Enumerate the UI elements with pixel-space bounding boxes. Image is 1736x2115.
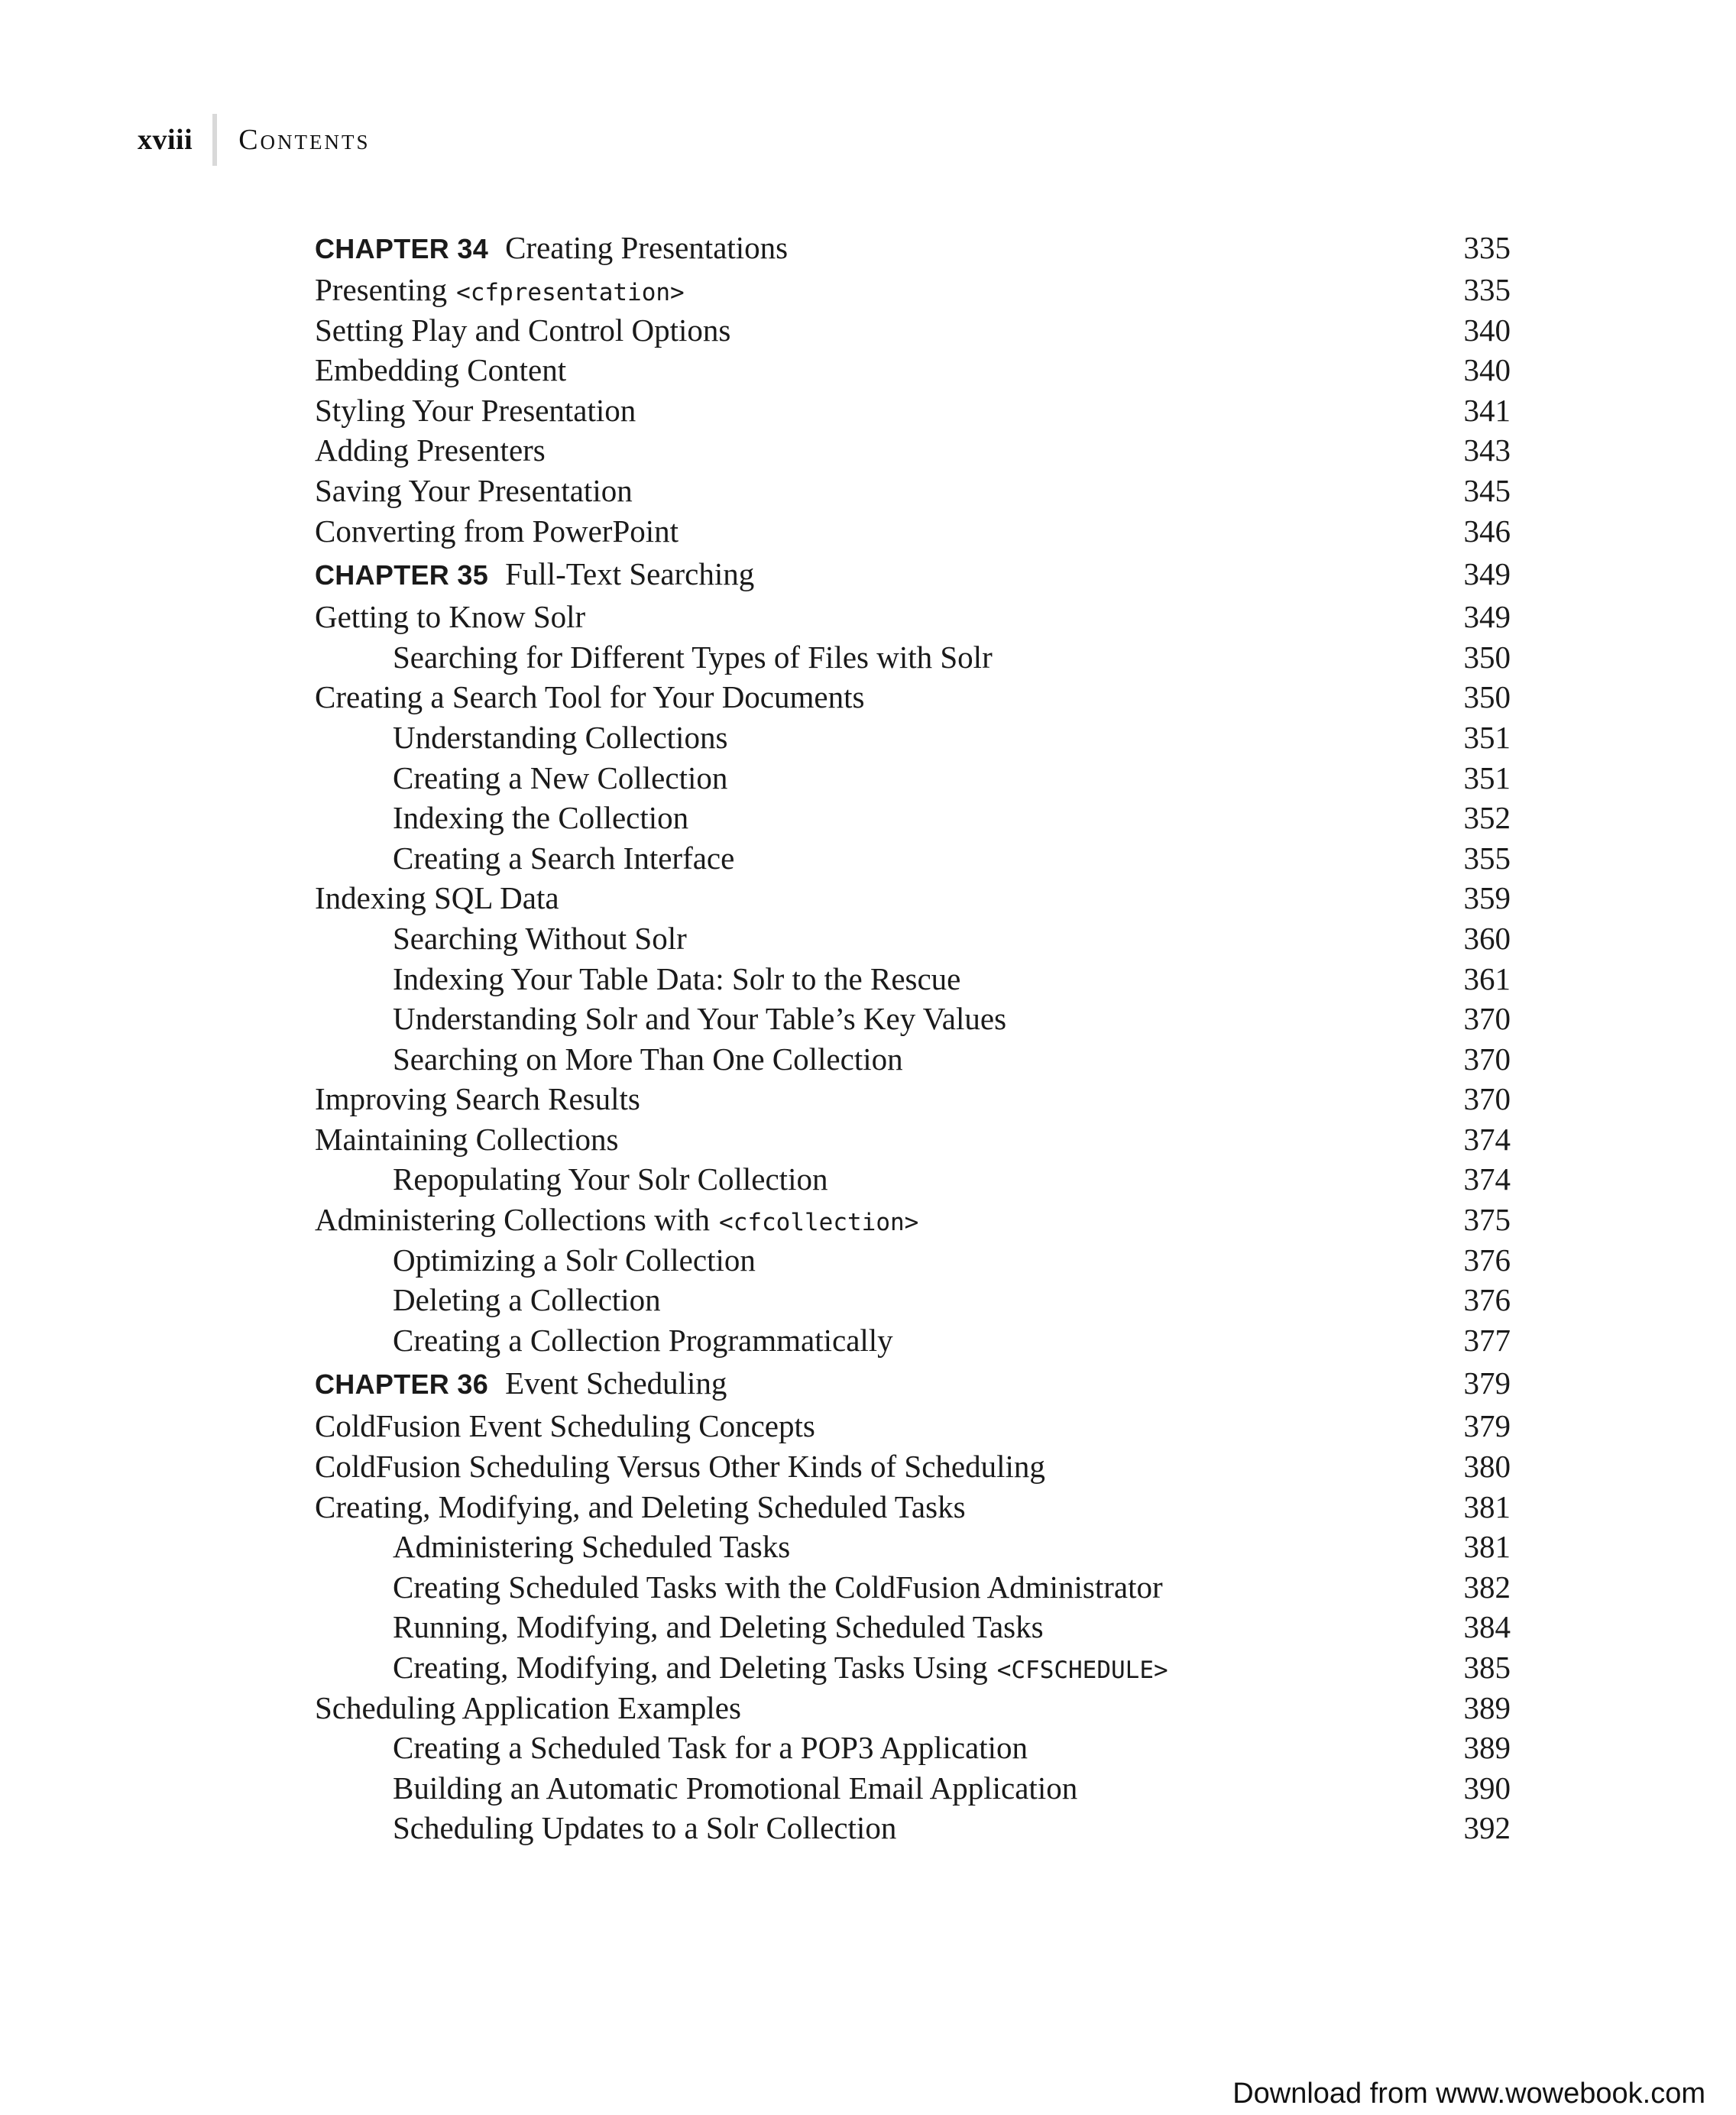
table-of-contents (315, 225, 1511, 1848)
toc-chapter-row (315, 225, 1511, 270)
entry-text: Improving Search Results (315, 1081, 640, 1117)
toc-entry-title (315, 597, 585, 637)
page-number: 392 (1463, 1810, 1511, 1846)
toc-subsection-row (315, 1607, 1511, 1647)
toc-entry-title (315, 471, 633, 511)
page-number: 340 (1463, 312, 1511, 348)
page-number: 374 (1463, 1161, 1511, 1197)
toc-subsection-row (315, 959, 1511, 999)
toc-entry-title (315, 838, 734, 879)
page-number: 389 (1463, 1730, 1511, 1766)
toc-entry-title (315, 390, 636, 431)
entry-text: Scheduling Updates to a Solr Collection (393, 1810, 897, 1846)
toc-entry-title (315, 1039, 903, 1080)
entry-text: Building an Automatic Promotional Email Application (393, 1770, 1078, 1806)
page-number: 351 (1463, 760, 1511, 795)
toc-entry-title (315, 798, 688, 838)
toc-entry-title (315, 310, 730, 351)
page-number: 335 (1463, 230, 1511, 265)
entry-text: Creating, Modifying, and Deleting Tasks Using (393, 1650, 988, 1685)
toc-subsection-row (315, 1320, 1511, 1361)
section-title: Contents (238, 124, 371, 156)
code-tag: <cfcollection> (719, 1209, 919, 1237)
toc-entry-title (315, 758, 727, 798)
page-number: 382 (1463, 1569, 1511, 1605)
toc-subsection-row (315, 717, 1511, 758)
page-number: 381 (1463, 1488, 1511, 1524)
toc-section-row (315, 270, 1511, 310)
entry-text: Creating Scheduled Tasks with the ColdFusion Administrator (393, 1569, 1163, 1605)
page-number: 384 (1463, 1609, 1511, 1645)
toc-section-row (315, 310, 1511, 351)
toc-entry-title (315, 878, 559, 918)
page-number: 381 (1463, 1529, 1511, 1565)
entry-text: Administering Scheduled Tasks (393, 1529, 791, 1565)
toc-entry-title (315, 1079, 640, 1119)
toc-section-row (315, 1200, 1511, 1240)
toc-subsection-row (315, 1240, 1511, 1281)
entry-text: Optimizing a Solr Collection (393, 1242, 756, 1278)
toc-entry-title (315, 1728, 1028, 1768)
toc-entry-title (315, 270, 685, 313)
toc-section-row (315, 511, 1511, 552)
toc-subsection-row (315, 918, 1511, 959)
toc-section-row (315, 350, 1511, 390)
toc-subsection-row (315, 1159, 1511, 1200)
page-number: 351 (1463, 719, 1511, 755)
toc-subsection-row (315, 1280, 1511, 1320)
toc-section-row (315, 1406, 1511, 1446)
entry-text: Saving Your Presentation (315, 472, 633, 508)
toc-subsection-row (315, 798, 1511, 838)
toc-entry-title (315, 637, 993, 678)
entry-text: Embedding Content (315, 352, 567, 388)
entry-text: Creating a New Collection (393, 760, 728, 795)
toc-entry-title (315, 1119, 618, 1160)
entry-text: Deleting a Collection (393, 1282, 661, 1318)
page-number: 379 (1463, 1408, 1511, 1444)
chapter-label: CHAPTER 35 (315, 559, 489, 591)
toc-entry-title (315, 430, 546, 471)
toc-entry-title (315, 918, 687, 959)
entry-text: Indexing the Collection (393, 800, 689, 836)
toc-entry-title (315, 1808, 896, 1848)
page-number: 377 (1463, 1322, 1511, 1358)
toc-chapter-row (315, 551, 1511, 597)
toc-entry-title (315, 1567, 1163, 1608)
page-number: 349 (1463, 599, 1511, 635)
toc-subsection-row (315, 1647, 1511, 1688)
entry-text: Maintaining Collections (315, 1121, 619, 1157)
toc-entry-title (315, 1487, 966, 1527)
toc-subsection-row (315, 1768, 1511, 1809)
entry-text: Adding Presenters (315, 432, 546, 468)
entry-text: Understanding Collections (393, 719, 728, 755)
header-divider (212, 114, 217, 166)
page-number: 360 (1463, 920, 1511, 956)
page-number: 370 (1463, 1001, 1511, 1037)
toc-entry-title (315, 717, 727, 758)
toc-chapter-row (315, 1360, 1511, 1406)
entry-text: Running, Modifying, and Deleting Scheduled Tasks (393, 1609, 1044, 1645)
toc-section-row (315, 471, 1511, 511)
page-number: 370 (1463, 1041, 1511, 1077)
toc-entry-title (315, 1320, 893, 1361)
toc-entry-title (315, 551, 754, 598)
entry-text: Getting to Know Solr (315, 599, 586, 635)
page-number: 352 (1463, 800, 1511, 836)
toc-section-row (315, 390, 1511, 431)
toc-entry-title (315, 677, 864, 717)
page-number: 343 (1463, 432, 1511, 468)
toc-entry-title (315, 1688, 741, 1728)
page-number: 375 (1463, 1202, 1511, 1238)
page-number: 355 (1463, 840, 1511, 876)
toc-section-row (315, 1079, 1511, 1119)
toc-entry-title (315, 1607, 1044, 1647)
page-number: 379 (1463, 1365, 1511, 1401)
page-number: 361 (1463, 960, 1511, 996)
page-number: 374 (1463, 1121, 1511, 1157)
entry-text: ColdFusion Scheduling Versus Other Kinds of Scheduling (315, 1449, 1045, 1485)
page-number: 350 (1463, 679, 1511, 715)
entry-text: Indexing SQL Data (315, 880, 559, 916)
entry-text: Creating a Collection Programmatically (393, 1322, 893, 1358)
running-head (138, 113, 371, 167)
toc-entry-title (315, 1360, 727, 1407)
entry-text: Searching on More Than One Collection (393, 1041, 903, 1077)
page-number: 350 (1463, 639, 1511, 675)
page-number: 359 (1463, 880, 1511, 916)
page-number: 376 (1463, 1282, 1511, 1318)
entry-text: Event Scheduling (505, 1365, 727, 1401)
toc-subsection-row (315, 1527, 1511, 1567)
entry-text: Understanding Solr and Your Table’s Key Values (393, 1001, 1007, 1037)
page-number: 340 (1463, 352, 1511, 388)
toc-entry-title (315, 1527, 790, 1567)
toc-subsection-row (315, 1567, 1511, 1608)
download-note: Download from www.wowebook.com (1232, 2078, 1705, 2110)
entry-text: Creating a Search Tool for Your Documents (315, 679, 865, 715)
page-number: 346 (1463, 513, 1511, 549)
toc-section-row (315, 1688, 1511, 1728)
toc-subsection-row (315, 637, 1511, 678)
entry-text: Presenting (315, 272, 448, 307)
toc-section-row (315, 1446, 1511, 1487)
toc-entry-title (315, 1159, 828, 1200)
entry-text: ColdFusion Event Scheduling Concepts (315, 1408, 815, 1444)
toc-section-row (315, 430, 1511, 471)
entry-text: Full-Text Searching (505, 556, 755, 592)
page-number: 335 (1463, 272, 1511, 307)
page-number: 376 (1463, 1242, 1511, 1278)
entry-text: Scheduling Application Examples (315, 1689, 741, 1725)
toc-section-row (315, 878, 1511, 918)
toc-section-row (315, 597, 1511, 637)
entry-text: Creating a Search Interface (393, 840, 735, 876)
toc-subsection-row (315, 999, 1511, 1039)
entry-text: Repopulating Your Solr Collection (393, 1161, 828, 1197)
page-number: 389 (1463, 1689, 1511, 1725)
entry-text: Administering Collections with (315, 1202, 711, 1238)
entry-text: Styling Your Presentation (315, 392, 636, 428)
page-folio: xviii (138, 124, 193, 156)
toc-subsection-row (315, 1728, 1511, 1768)
page-number: 349 (1463, 556, 1511, 592)
entry-text: Creating Presentations (505, 230, 789, 265)
toc-entry-title (315, 225, 788, 271)
toc-entry-title (315, 1280, 661, 1320)
page-number: 385 (1463, 1650, 1511, 1685)
entry-text: Creating a Scheduled Task for a POP3 Application (393, 1730, 1028, 1766)
toc-section-row (315, 1487, 1511, 1527)
entry-text: Searching for Different Types of Files with Solr (393, 639, 993, 675)
entry-text: Indexing Your Table Data: Solr to the Rescue (393, 960, 961, 996)
toc-entry-title (315, 1446, 1045, 1487)
entry-text: Setting Play and Control Options (315, 312, 731, 348)
page-number: 341 (1463, 392, 1511, 428)
toc-subsection-row (315, 838, 1511, 879)
toc-subsection-row (315, 1808, 1511, 1848)
toc-section-row (315, 1119, 1511, 1160)
toc-entry-title (315, 1200, 918, 1243)
toc-subsection-row (315, 758, 1511, 798)
toc-entry-title (315, 1647, 1168, 1691)
toc-entry-title (315, 959, 960, 999)
chapter-label: CHAPTER 36 (315, 1368, 489, 1401)
toc-entry-title (315, 1240, 756, 1281)
code-tag: <cfpresentation> (456, 279, 685, 306)
toc-subsection-row (315, 1039, 1511, 1080)
entry-text: Creating, Modifying, and Deleting Scheduled Tasks (315, 1488, 966, 1524)
toc-entry-title (315, 511, 679, 552)
page-number: 345 (1463, 472, 1511, 508)
page-number: 370 (1463, 1081, 1511, 1117)
entry-text: Converting from PowerPoint (315, 513, 679, 549)
page-number: 390 (1463, 1770, 1511, 1806)
page-number: 380 (1463, 1449, 1511, 1485)
toc-entry-title (315, 1406, 815, 1446)
toc-entry-title (315, 999, 1006, 1039)
toc-entry-title (315, 1768, 1077, 1809)
entry-text: Searching Without Solr (393, 920, 687, 956)
code-tag: <CFSCHEDULE> (996, 1657, 1168, 1684)
toc-section-row (315, 677, 1511, 717)
chapter-label: CHAPTER 34 (315, 233, 489, 264)
toc-entry-title (315, 350, 566, 390)
